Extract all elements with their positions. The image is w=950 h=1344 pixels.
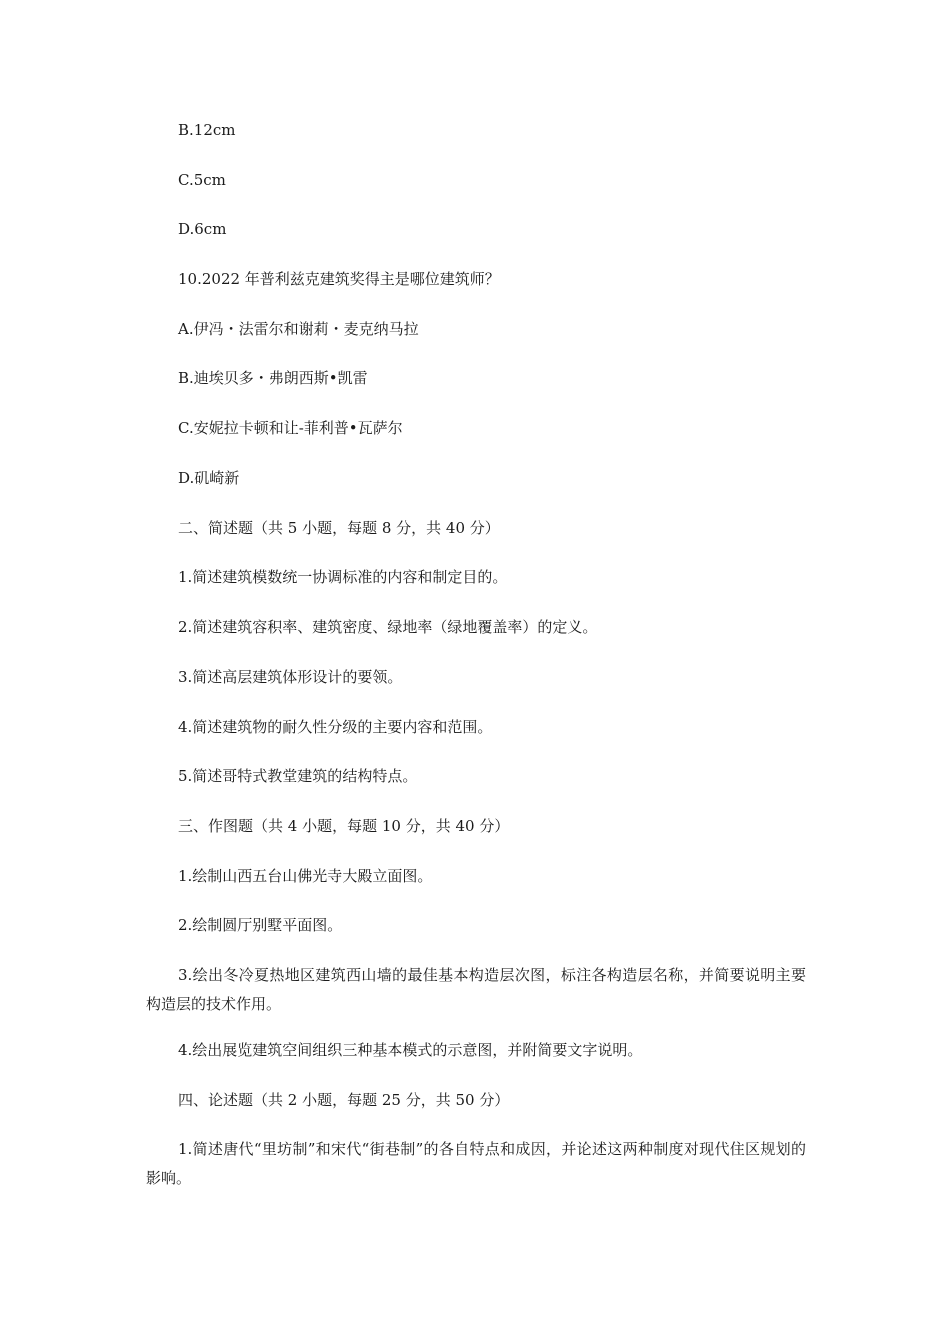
section2-item: 3.简述高层建筑体形设计的要领。 [178,668,403,686]
section3-item: 2.绘制圆厅别墅平面图。 [178,916,343,934]
section3-item: 3.绘出冬冷夏热地区建筑西山墙的最佳基本构造层次图，标注各构造层名称，并简要说明主要构造层的技术作用。 [146,966,806,1013]
section2-item: 1.简述建筑模数统一协调标准的内容和制定目的。 [178,568,508,586]
section4-heading: 四、论述题（共 2 小题，每题 25 分，共 50 分） [178,1091,510,1109]
section4-item: 1.简述唐代“里坊制”和宋代“街巷制”的各自特点和成因，并论述这两种制度对现代住区规划的影响。 [146,1140,806,1187]
q10-option-b: B.迪埃贝多・弗朗西斯•凯雷 [178,369,368,387]
q9-option-b: B.12cm [178,121,236,139]
q10-option-c: C.安妮拉卡顿和让-菲利普•瓦萨尔 [178,419,403,437]
section3-item: 4.绘出展览建筑空间组织三种基本模式的示意图，并附简要文字说明。 [178,1041,643,1059]
section2-item: 4.简述建筑物的耐久性分级的主要内容和范围。 [178,718,493,736]
q10-stem: 10.2022 年普利兹克建筑奖得主是哪位建筑师？ [178,270,500,288]
q10-option-d: D.矶崎新 [178,469,240,487]
section2-heading: 二、简述题（共 5 小题，每题 8 分，共 40 分） [178,519,500,537]
section3-heading: 三、作图题（共 4 小题，每题 10 分，共 40 分） [178,817,510,835]
section2-item: 5.简述哥特式教堂建筑的结构特点。 [178,767,418,785]
q9-option-c: C.5cm [178,171,226,189]
section2-item: 2.简述建筑容积率、建筑密度、绿地率（绿地覆盖率）的定义。 [178,618,598,636]
q9-option-d: D.6cm [178,220,227,238]
q10-option-a: A.伊冯・法雷尔和谢莉・麦克纳马拉 [178,320,419,338]
section3-item: 1.绘制山西五台山佛光寺大殿立面图。 [178,867,433,885]
